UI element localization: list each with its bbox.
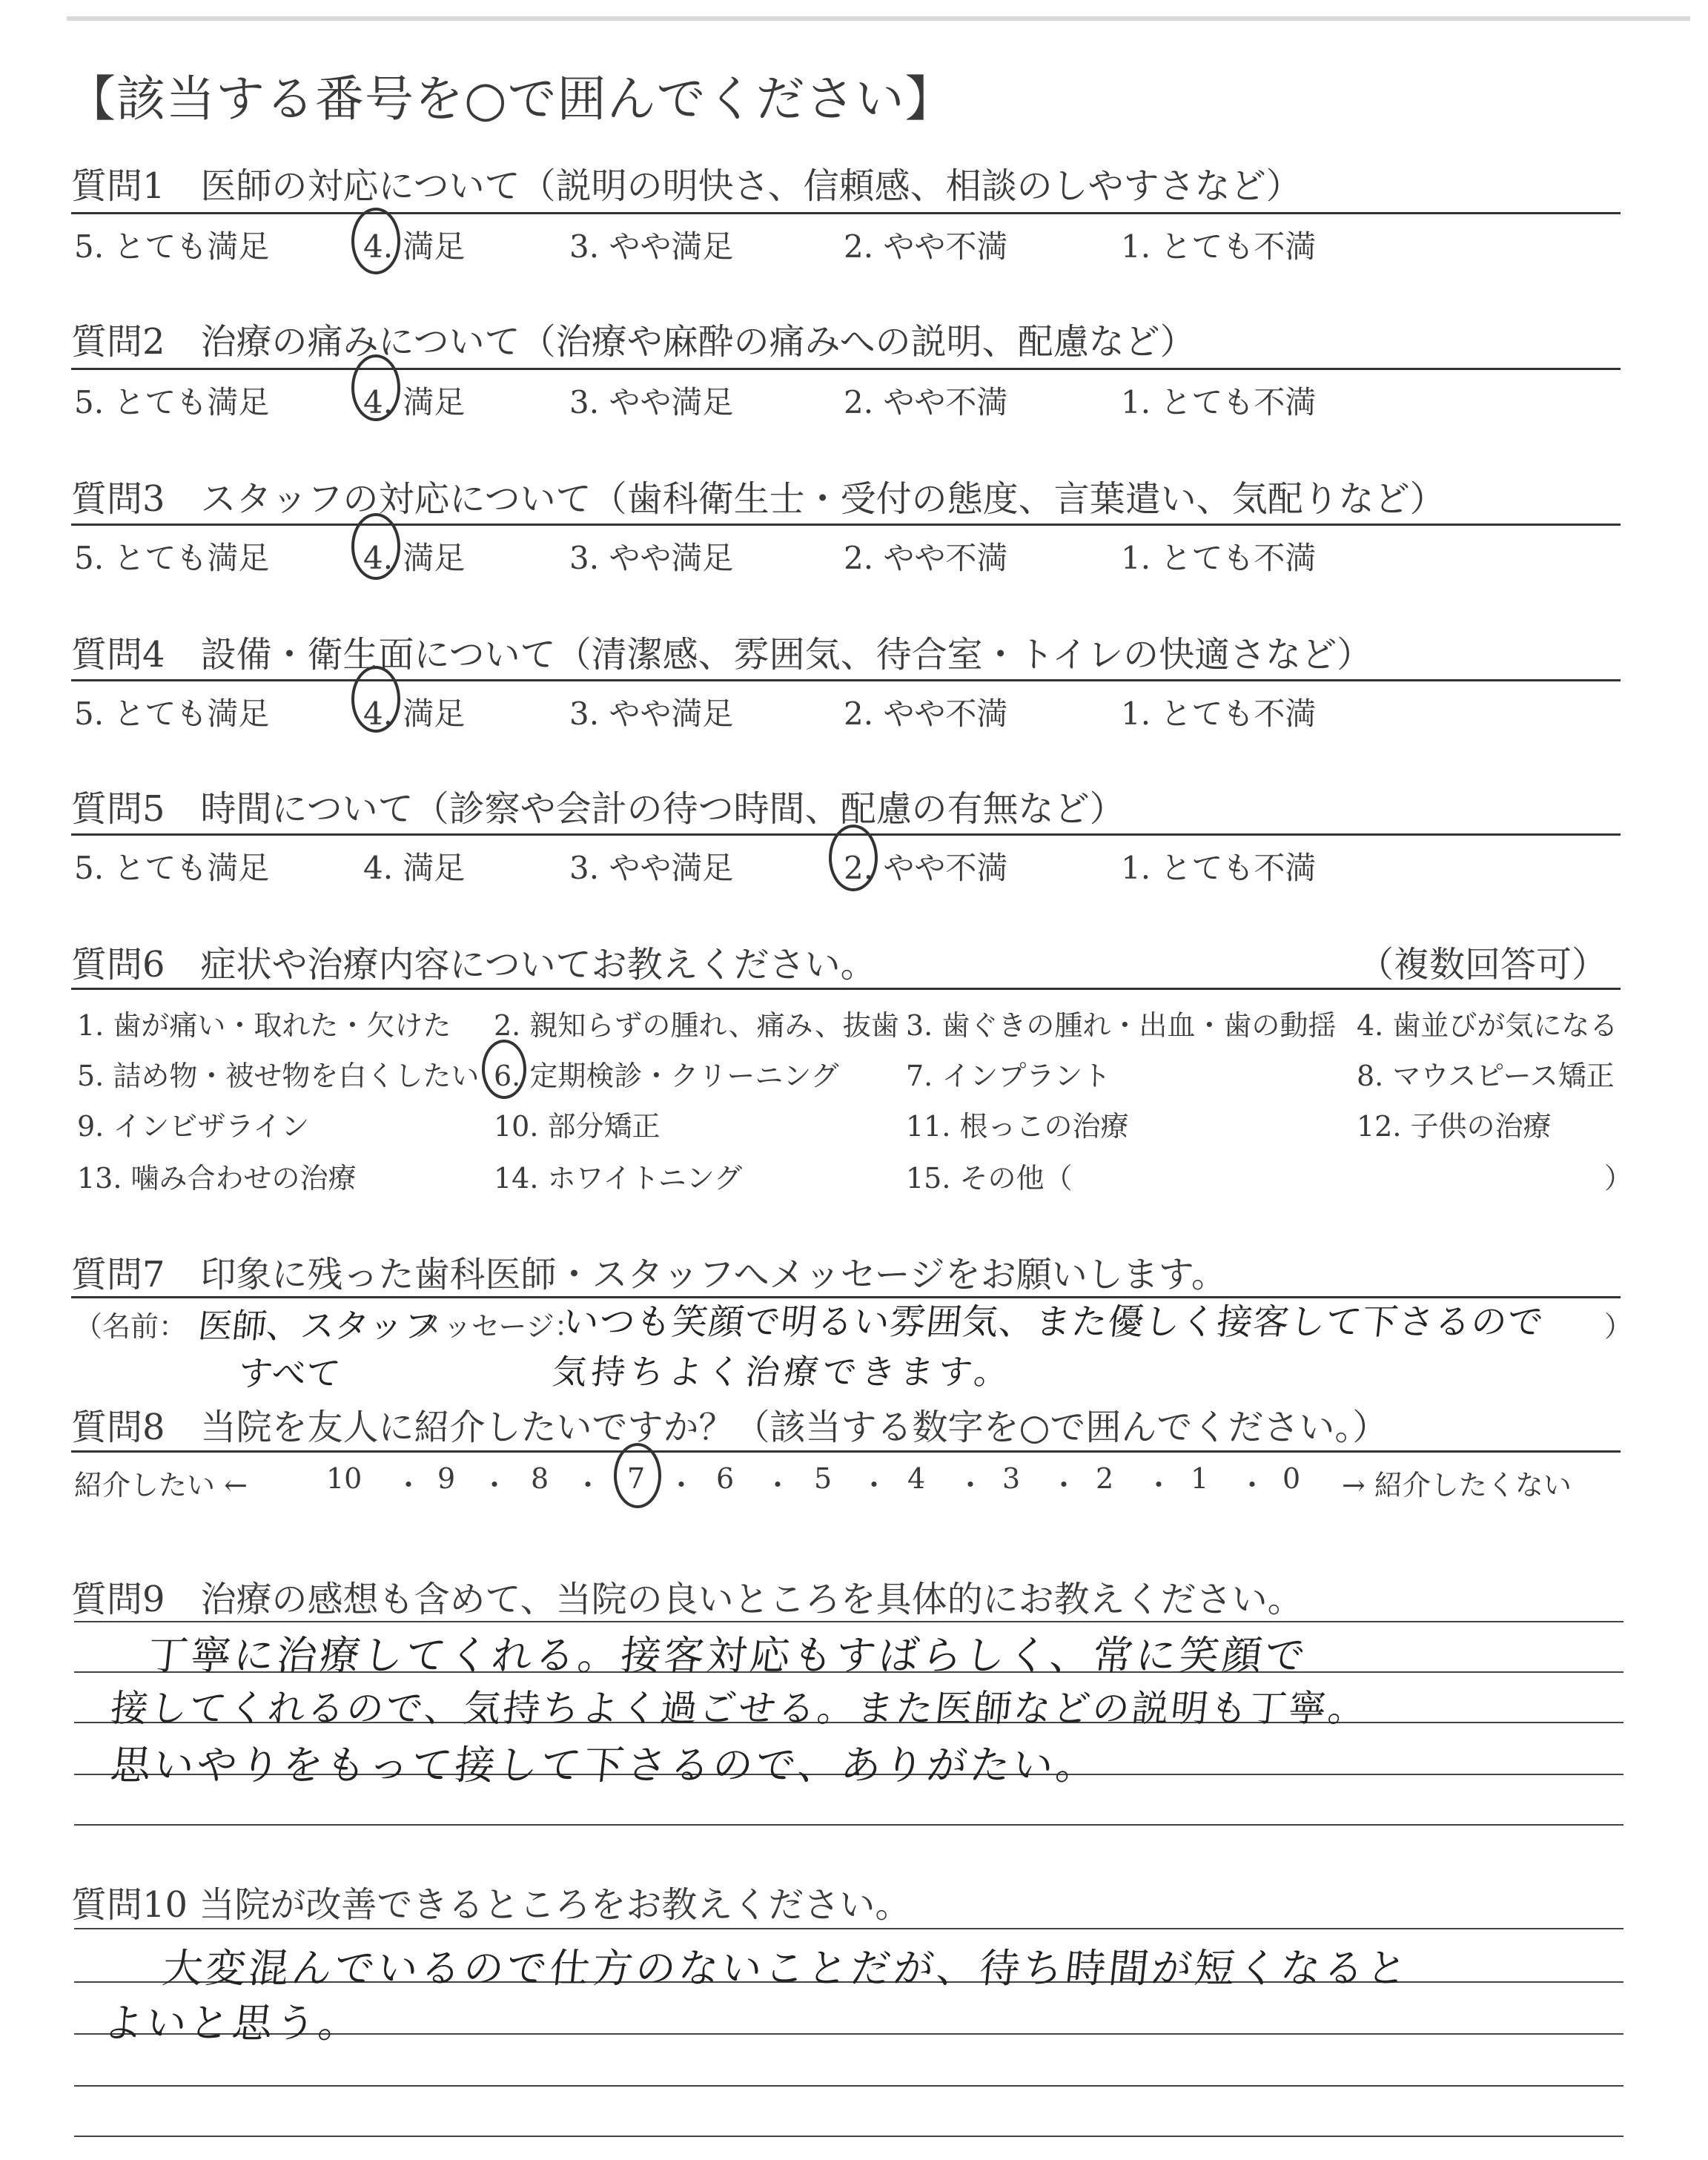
q8-selection-circle: [614, 1443, 661, 1508]
q6-item[interactable]: 13. 噛み合わせの治療: [77, 1162, 357, 1195]
q8-scale-1[interactable]: 1: [1191, 1462, 1209, 1495]
q1-option-4[interactable]: 4. 満足: [363, 228, 466, 265]
q5-selection-circle: [829, 825, 878, 891]
q8-left-label: 紹介したい ←: [74, 1469, 248, 1502]
q6-rule: [71, 988, 1621, 990]
q7-message-handwriting-2: 気持ちよく治療できます。: [550, 1352, 1015, 1392]
q8-dot: ・: [956, 1469, 985, 1502]
q2-selection-circle: [351, 354, 400, 421]
q7-message-handwriting: いつも笑顔で明るい雰囲気、また優しく接客して下さるので: [560, 1301, 1546, 1343]
q1-option-5[interactable]: 5. とても満足: [74, 228, 270, 265]
q8-scale-10[interactable]: 10: [326, 1462, 363, 1495]
q4-option-4[interactable]: 4. 満足: [363, 696, 466, 732]
q8-scale-3[interactable]: 3: [1002, 1462, 1021, 1495]
q1-option-3[interactable]: 3. やや満足: [569, 228, 734, 265]
q4-selection-circle: [351, 666, 400, 733]
q3-option-3[interactable]: 3. やや満足: [569, 540, 734, 576]
q6-item[interactable]: 11. 根っこの治療: [906, 1110, 1129, 1143]
q7-name-handwriting: 医師、スタッフ: [196, 1306, 440, 1346]
q10-answer-line: よいと思う。: [101, 2000, 364, 2047]
q6-note: （複数回答可）: [1358, 944, 1608, 985]
q5-option-1[interactable]: 1. とても不満: [1121, 850, 1317, 886]
q2-option-3[interactable]: 3. やや満足: [569, 384, 734, 420]
q6-item[interactable]: 14. ホワイトニング: [494, 1162, 743, 1195]
q5-title: 質問5 時間について（診察や会計の待つ時間、配慮の有無など）: [71, 788, 1125, 830]
q7-name-handwriting-2: すべて: [236, 1353, 342, 1393]
q6-selection-circle: [482, 1040, 526, 1099]
q8-scale-8[interactable]: 8: [531, 1462, 549, 1495]
q6-item[interactable]: 5. 詰め物・被せ物を白くしたい: [77, 1060, 480, 1092]
q8-scale-4[interactable]: 4: [907, 1462, 926, 1495]
q1-option-2[interactable]: 2. やや不満: [844, 228, 1008, 265]
q6-other-close: ）: [1604, 1162, 1633, 1195]
q8-scale-0[interactable]: 0: [1282, 1462, 1301, 1495]
q8-scale-5[interactable]: 5: [814, 1462, 833, 1495]
q9-writing-line: [74, 1824, 1623, 1826]
q4-option-3[interactable]: 3. やや満足: [569, 696, 734, 732]
q2-option-2[interactable]: 2. やや不満: [844, 384, 1008, 420]
q8-scale-9[interactable]: 9: [437, 1462, 456, 1495]
q3-title: 質問3 スタッフの対応について（歯科衛生士・受付の態度、言葉遣い、気配りなど）: [71, 478, 1446, 520]
q6-item[interactable]: 7. インプラント: [906, 1060, 1111, 1092]
q10-writing-line: [74, 1928, 1623, 1929]
q2-title: 質問2 治療の痛みについて（治療や麻酔の痛みへの説明、配慮など）: [71, 321, 1196, 363]
q10-writing-line: [74, 2085, 1623, 2087]
q9-answer-line: 接してくれるので、気持ちよく過ごせる。また医師などの説明も丁寧。: [108, 1687, 1370, 1730]
q2-option-5[interactable]: 5. とても満足: [74, 384, 270, 420]
q8-dot: ・: [667, 1469, 696, 1502]
q8-dot: ・: [480, 1469, 509, 1502]
top-border: [67, 16, 1690, 21]
q10-writing-line: [74, 2136, 1623, 2137]
q8-dot: ・: [1050, 1469, 1079, 1502]
q5-option-5[interactable]: 5. とても満足: [74, 850, 270, 886]
q8-dot: ・: [860, 1469, 889, 1502]
q3-option-2[interactable]: 2. やや不満: [844, 540, 1008, 576]
q1-title: 質問1 医師の対応について（説明の明快さ、信頼感、相談のしやすさなど）: [71, 165, 1302, 207]
q1-rule: [71, 212, 1621, 214]
q8-dot: ・: [764, 1469, 792, 1502]
q9-answer-line: 丁寧に治療してくれる。接客対応もすばらしく、常に笑顔で: [145, 1632, 1311, 1679]
q4-rule: [71, 679, 1621, 681]
q9-answer-line: 思いやりをもって接して下さるので、ありがたい。: [108, 1742, 1102, 1789]
q8-scale-7[interactable]: 7: [627, 1462, 646, 1495]
q6-item[interactable]: 4. 歯並びが気になる: [1357, 1009, 1618, 1042]
q10-title: 質問10 当院が改善できるところをお教えください。: [71, 1884, 911, 1926]
page-header: 【該当する番号を○で囲んでください】: [67, 70, 955, 128]
q7-close-paren: ）: [1604, 1310, 1633, 1343]
q6-item[interactable]: 10. 部分矯正: [494, 1110, 661, 1143]
q2-option-4[interactable]: 4. 満足: [363, 384, 466, 420]
q8-dot: ・: [1145, 1469, 1174, 1502]
q4-option-5[interactable]: 5. とても満足: [74, 696, 270, 732]
q8-dot: ・: [394, 1469, 423, 1502]
q6-item[interactable]: 3. 歯ぐきの腫れ・出血・歯の動揺: [906, 1009, 1337, 1042]
q2-rule: [71, 368, 1621, 370]
q7-title: 質問7 印象に残った歯科医師・スタッフへメッセージをお願いします。: [71, 1254, 1227, 1295]
q5-option-2[interactable]: 2. やや不満: [844, 850, 1008, 886]
q3-option-1[interactable]: 1. とても不満: [1121, 540, 1317, 576]
q6-item[interactable]: 9. インビザライン: [77, 1110, 310, 1143]
q6-item[interactable]: 2. 親知らずの腫れ、痛み、抜歯: [494, 1009, 899, 1042]
q8-dot: ・: [1238, 1469, 1267, 1502]
q2-option-1[interactable]: 1. とても不満: [1121, 384, 1317, 420]
q9-title: 質問9 治療の感想も含めて、当院の良いところを具体的にお教えください。: [71, 1579, 1303, 1620]
q3-option-4[interactable]: 4. 満足: [363, 540, 466, 576]
q8-rule: [71, 1450, 1621, 1453]
q8-right-label: → 紹介したくない: [1342, 1469, 1572, 1502]
q1-option-1[interactable]: 1. とても不満: [1121, 228, 1317, 265]
q6-item[interactable]: 8. マウスピース矯正: [1357, 1060, 1615, 1092]
q6-item[interactable]: 1. 歯が痛い・取れた・欠けた: [77, 1009, 451, 1042]
q6-title: 質問6 症状や治療内容についてお教えください。: [71, 944, 876, 985]
q8-title: 質問8 当院を友人に紹介したいですか？（該当する数字を○で囲んでください。）: [71, 1407, 1388, 1448]
q3-rule: [71, 524, 1621, 526]
q8-scale-2[interactable]: 2: [1096, 1462, 1114, 1495]
q5-option-3[interactable]: 3. やや満足: [569, 850, 734, 886]
q6-item[interactable]: 15. その他（: [906, 1162, 1073, 1195]
q1-selection-circle: [351, 208, 400, 274]
q4-option-1[interactable]: 1. とても不満: [1121, 696, 1317, 732]
q7-message-label: メッセージ：: [415, 1310, 583, 1343]
q10-answer-line: 大変混んでいるので仕方のないことだが、待ち時間が短くなると: [160, 1945, 1412, 1992]
q7-name-label: （名前：: [74, 1310, 188, 1343]
q4-option-2[interactable]: 2. やや不満: [844, 696, 1008, 732]
q3-option-5[interactable]: 5. とても満足: [74, 540, 270, 576]
q6-item[interactable]: 6. 定期検診・クリーニング: [494, 1060, 839, 1092]
q9-writing-line: [74, 1621, 1623, 1622]
q8-scale-6[interactable]: 6: [716, 1462, 735, 1495]
q8-dot: ・: [574, 1469, 603, 1502]
q4-title: 質問4 設備・衛生面について（清潔感、雰囲気、待合室・トイレの快適さなど）: [71, 634, 1373, 676]
q3-selection-circle: [351, 513, 400, 580]
q6-item[interactable]: 12. 子供の治療: [1357, 1110, 1552, 1143]
q5-option-4[interactable]: 4. 満足: [363, 850, 466, 886]
